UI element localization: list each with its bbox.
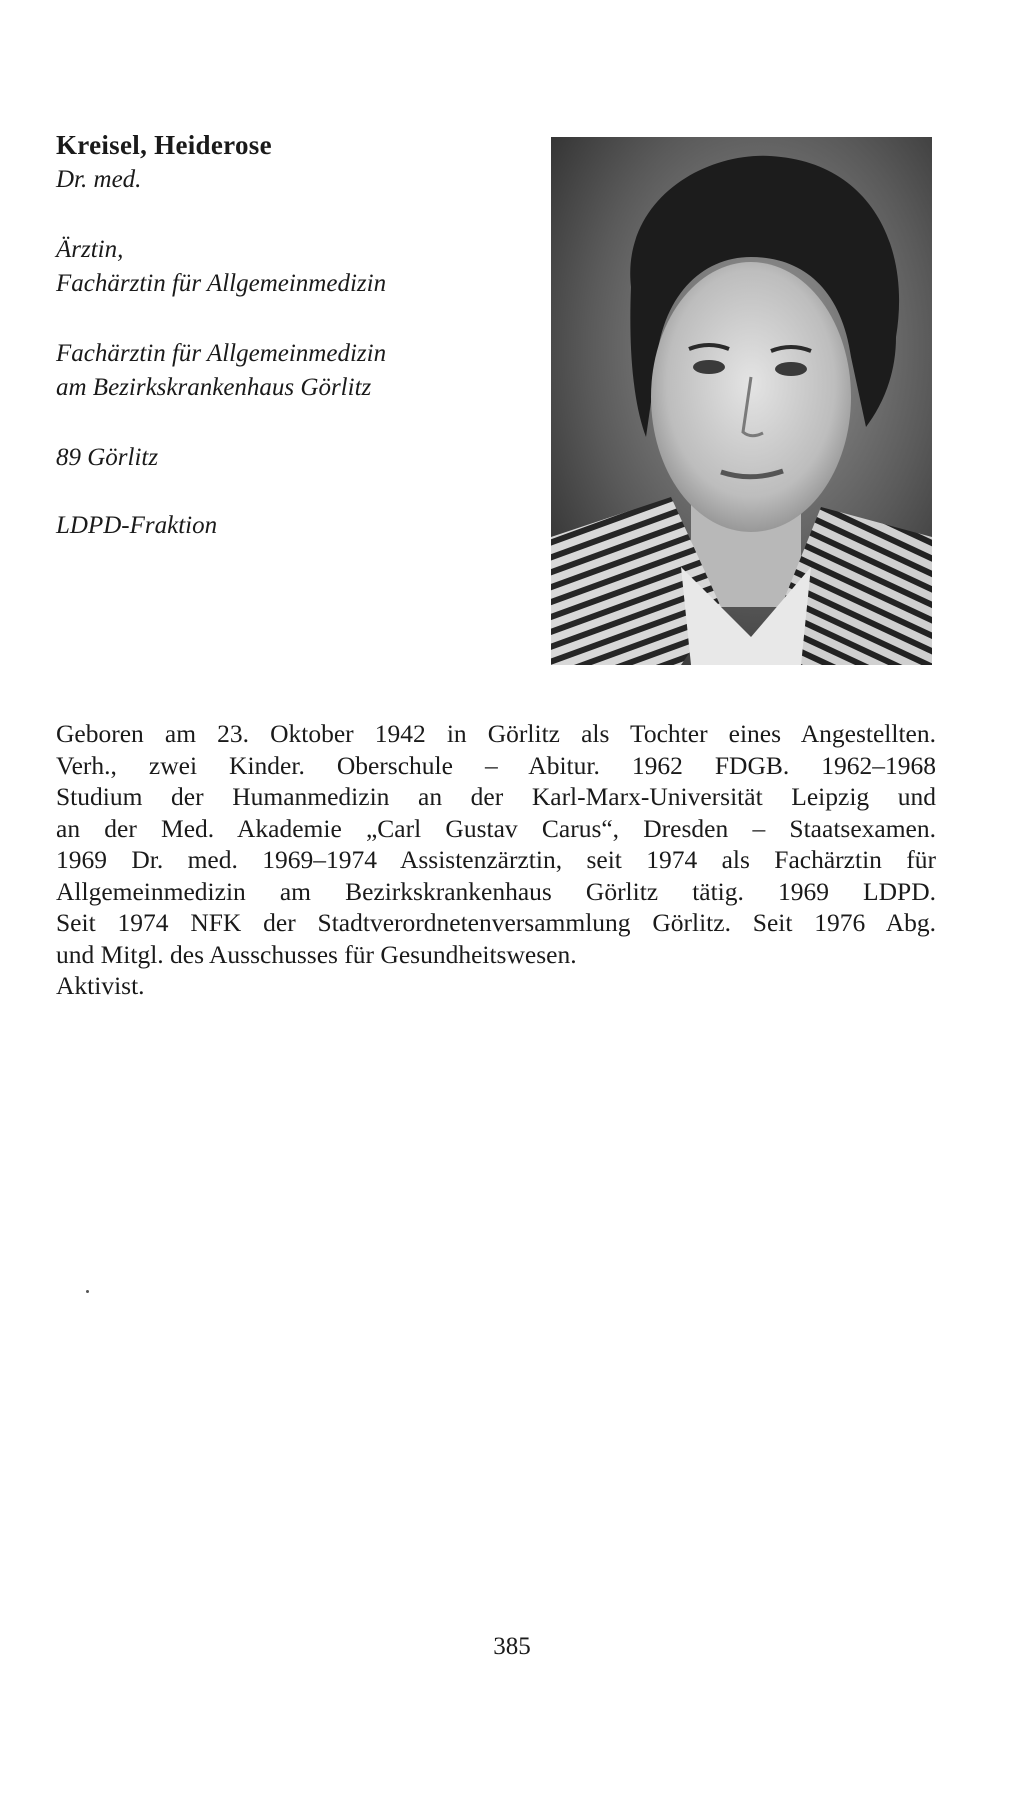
profession-line-1: Ärztin,: [56, 236, 124, 263]
biography-line: Verh., zwei Kinder. Oberschule – Abitur. 1962 FDGB. 1962–1968: [56, 750, 936, 780]
biography-line: an der Med. Akademie „Carl Gustav Carus“, Dresden – Staatsexamen.: [56, 813, 936, 843]
biography: [56, 718, 936, 1002]
biography-line: Aktivist.: [56, 971, 145, 1000]
academic-title: Dr. med.: [56, 166, 142, 193]
page-number: 385: [493, 1633, 531, 1660]
portrait-illustration: [551, 137, 932, 665]
position-line-1: Fachärztin für Allgemeinmedizin: [56, 340, 387, 367]
biography-line: Studium der Humanmedizin an der Karl-Marx-Universität Leipzig und: [56, 782, 936, 811]
print-speck: [86, 1290, 89, 1293]
position-line-2: am Bezirkskrankenhaus Görlitz: [56, 374, 372, 401]
biography-line: Seit 1974 NFK der Stadtverordnetenversammlung Görlitz. Seit 1976 Abg.: [56, 908, 936, 937]
location: 89 Görlitz: [56, 444, 159, 471]
portrait-photo: [551, 137, 932, 665]
biography-line: Allgemeinmedizin am Bezirkskrankenhaus Görlitz tätig. 1969 LDPD.: [56, 876, 936, 906]
profession-line-2: Fachärztin für Allgemeinmedizin: [56, 270, 387, 297]
faction: LDPD-Fraktion: [56, 512, 218, 539]
biography-line: 1969 Dr. med. 1969–1974 Assistenzärztin, seit 1974 als Fachärztin für: [56, 845, 936, 874]
biography-line: und Mitgl. des Ausschusses für Gesundheitswesen.: [56, 939, 577, 969]
person-name: Kreisel, Heiderose: [56, 130, 272, 160]
biography-line: Geboren am 23. Oktober 1942 in Görlitz als Tochter eines Angestellten.: [56, 719, 936, 748]
